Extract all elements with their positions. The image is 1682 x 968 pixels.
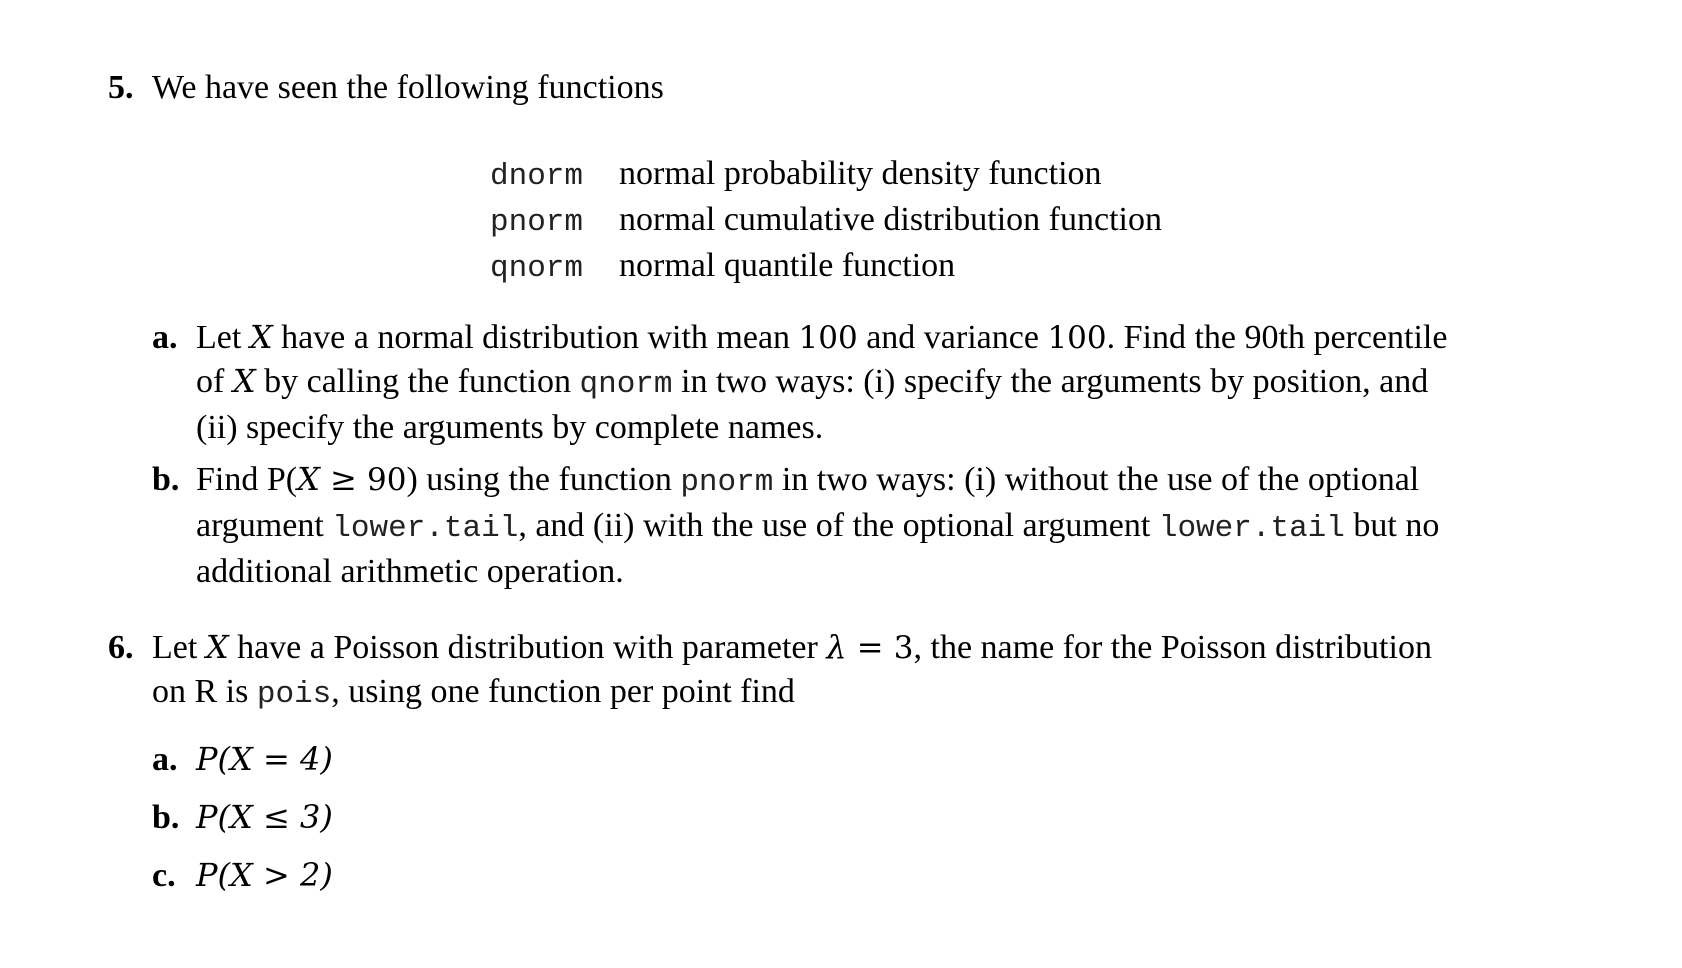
part-5b-line-2: argument lower.tail, and (ii) with the use of the optional argument lower.tail but no bbox=[196, 507, 1440, 546]
function-row bbox=[490, 152, 1162, 198]
part-5a-line-2: of X by calling the function qnorm in two ways: (i) specify the arguments by position, and bbox=[196, 362, 1429, 402]
code-lower-tail: lower.tail bbox=[332, 511, 519, 546]
variance-value: 100 bbox=[1047, 320, 1107, 356]
part-5a-line-3: (ii) specify the arguments by complete names. bbox=[196, 409, 824, 446]
code-qnorm: qnorm bbox=[579, 367, 673, 402]
question-5-intro: We have seen the following functions bbox=[152, 69, 664, 106]
part-5b-text bbox=[196, 458, 1596, 593]
part-6a-label: a. bbox=[152, 741, 178, 778]
part-6b-label: b. bbox=[152, 799, 180, 836]
part-5a-line-1: Let X have a normal distribution with mean 100 and variance 100. Find the 90th percentile bbox=[196, 318, 1448, 356]
variable-x: X bbox=[297, 460, 320, 498]
code-pnorm: pnorm bbox=[680, 465, 774, 500]
code-pois: pois bbox=[256, 677, 332, 712]
part-5a-label: a. bbox=[152, 319, 178, 356]
question-6-line-2: on R is pois, using one function per point find bbox=[152, 673, 795, 712]
part-5b-label: b. bbox=[152, 461, 180, 498]
part-6c-label: c. bbox=[152, 857, 176, 894]
function-table bbox=[490, 152, 1162, 290]
question-6-number: 6. bbox=[108, 629, 134, 666]
part-5b-line-1: Find P(X ≥ 90) using the function pnorm in two ways: (i) without the use of the optional bbox=[196, 460, 1420, 500]
part-6c-expression: P(X > 2) bbox=[196, 856, 333, 894]
function-row bbox=[490, 198, 1162, 244]
variable-x: X bbox=[205, 628, 229, 666]
part-5b-line-3: additional arithmetic operation. bbox=[196, 553, 624, 590]
function-row bbox=[490, 244, 1162, 290]
lambda-value: 3 bbox=[893, 630, 914, 666]
function-description: normal cumulative distribution function bbox=[619, 201, 1162, 238]
code-lower-tail: lower.tail bbox=[1158, 511, 1345, 546]
part-6a-expression: P(X = 4) bbox=[196, 740, 333, 778]
question-6-text bbox=[152, 626, 1432, 716]
threshold-value: 90 bbox=[367, 462, 407, 498]
function-name: qnorm bbox=[490, 251, 584, 286]
function-name: dnorm bbox=[490, 159, 584, 194]
part-5a-text bbox=[196, 316, 1596, 449]
question-6-line-1: Let X have a Poisson distribution with parameter λ = 3, the name for the Poisson distribution bbox=[152, 628, 1432, 666]
function-description: normal quantile function bbox=[619, 247, 956, 284]
lambda-symbol: λ bbox=[826, 628, 847, 666]
question-5-number: 5. bbox=[108, 69, 134, 106]
variable-x: X bbox=[232, 362, 256, 400]
mean-value: 100 bbox=[798, 320, 858, 356]
function-name: pnorm bbox=[490, 205, 584, 240]
variable-x: X bbox=[249, 318, 273, 356]
function-description: normal probability density function bbox=[619, 155, 1102, 192]
part-6b-expression: P(X ≤ 3) bbox=[196, 798, 333, 836]
